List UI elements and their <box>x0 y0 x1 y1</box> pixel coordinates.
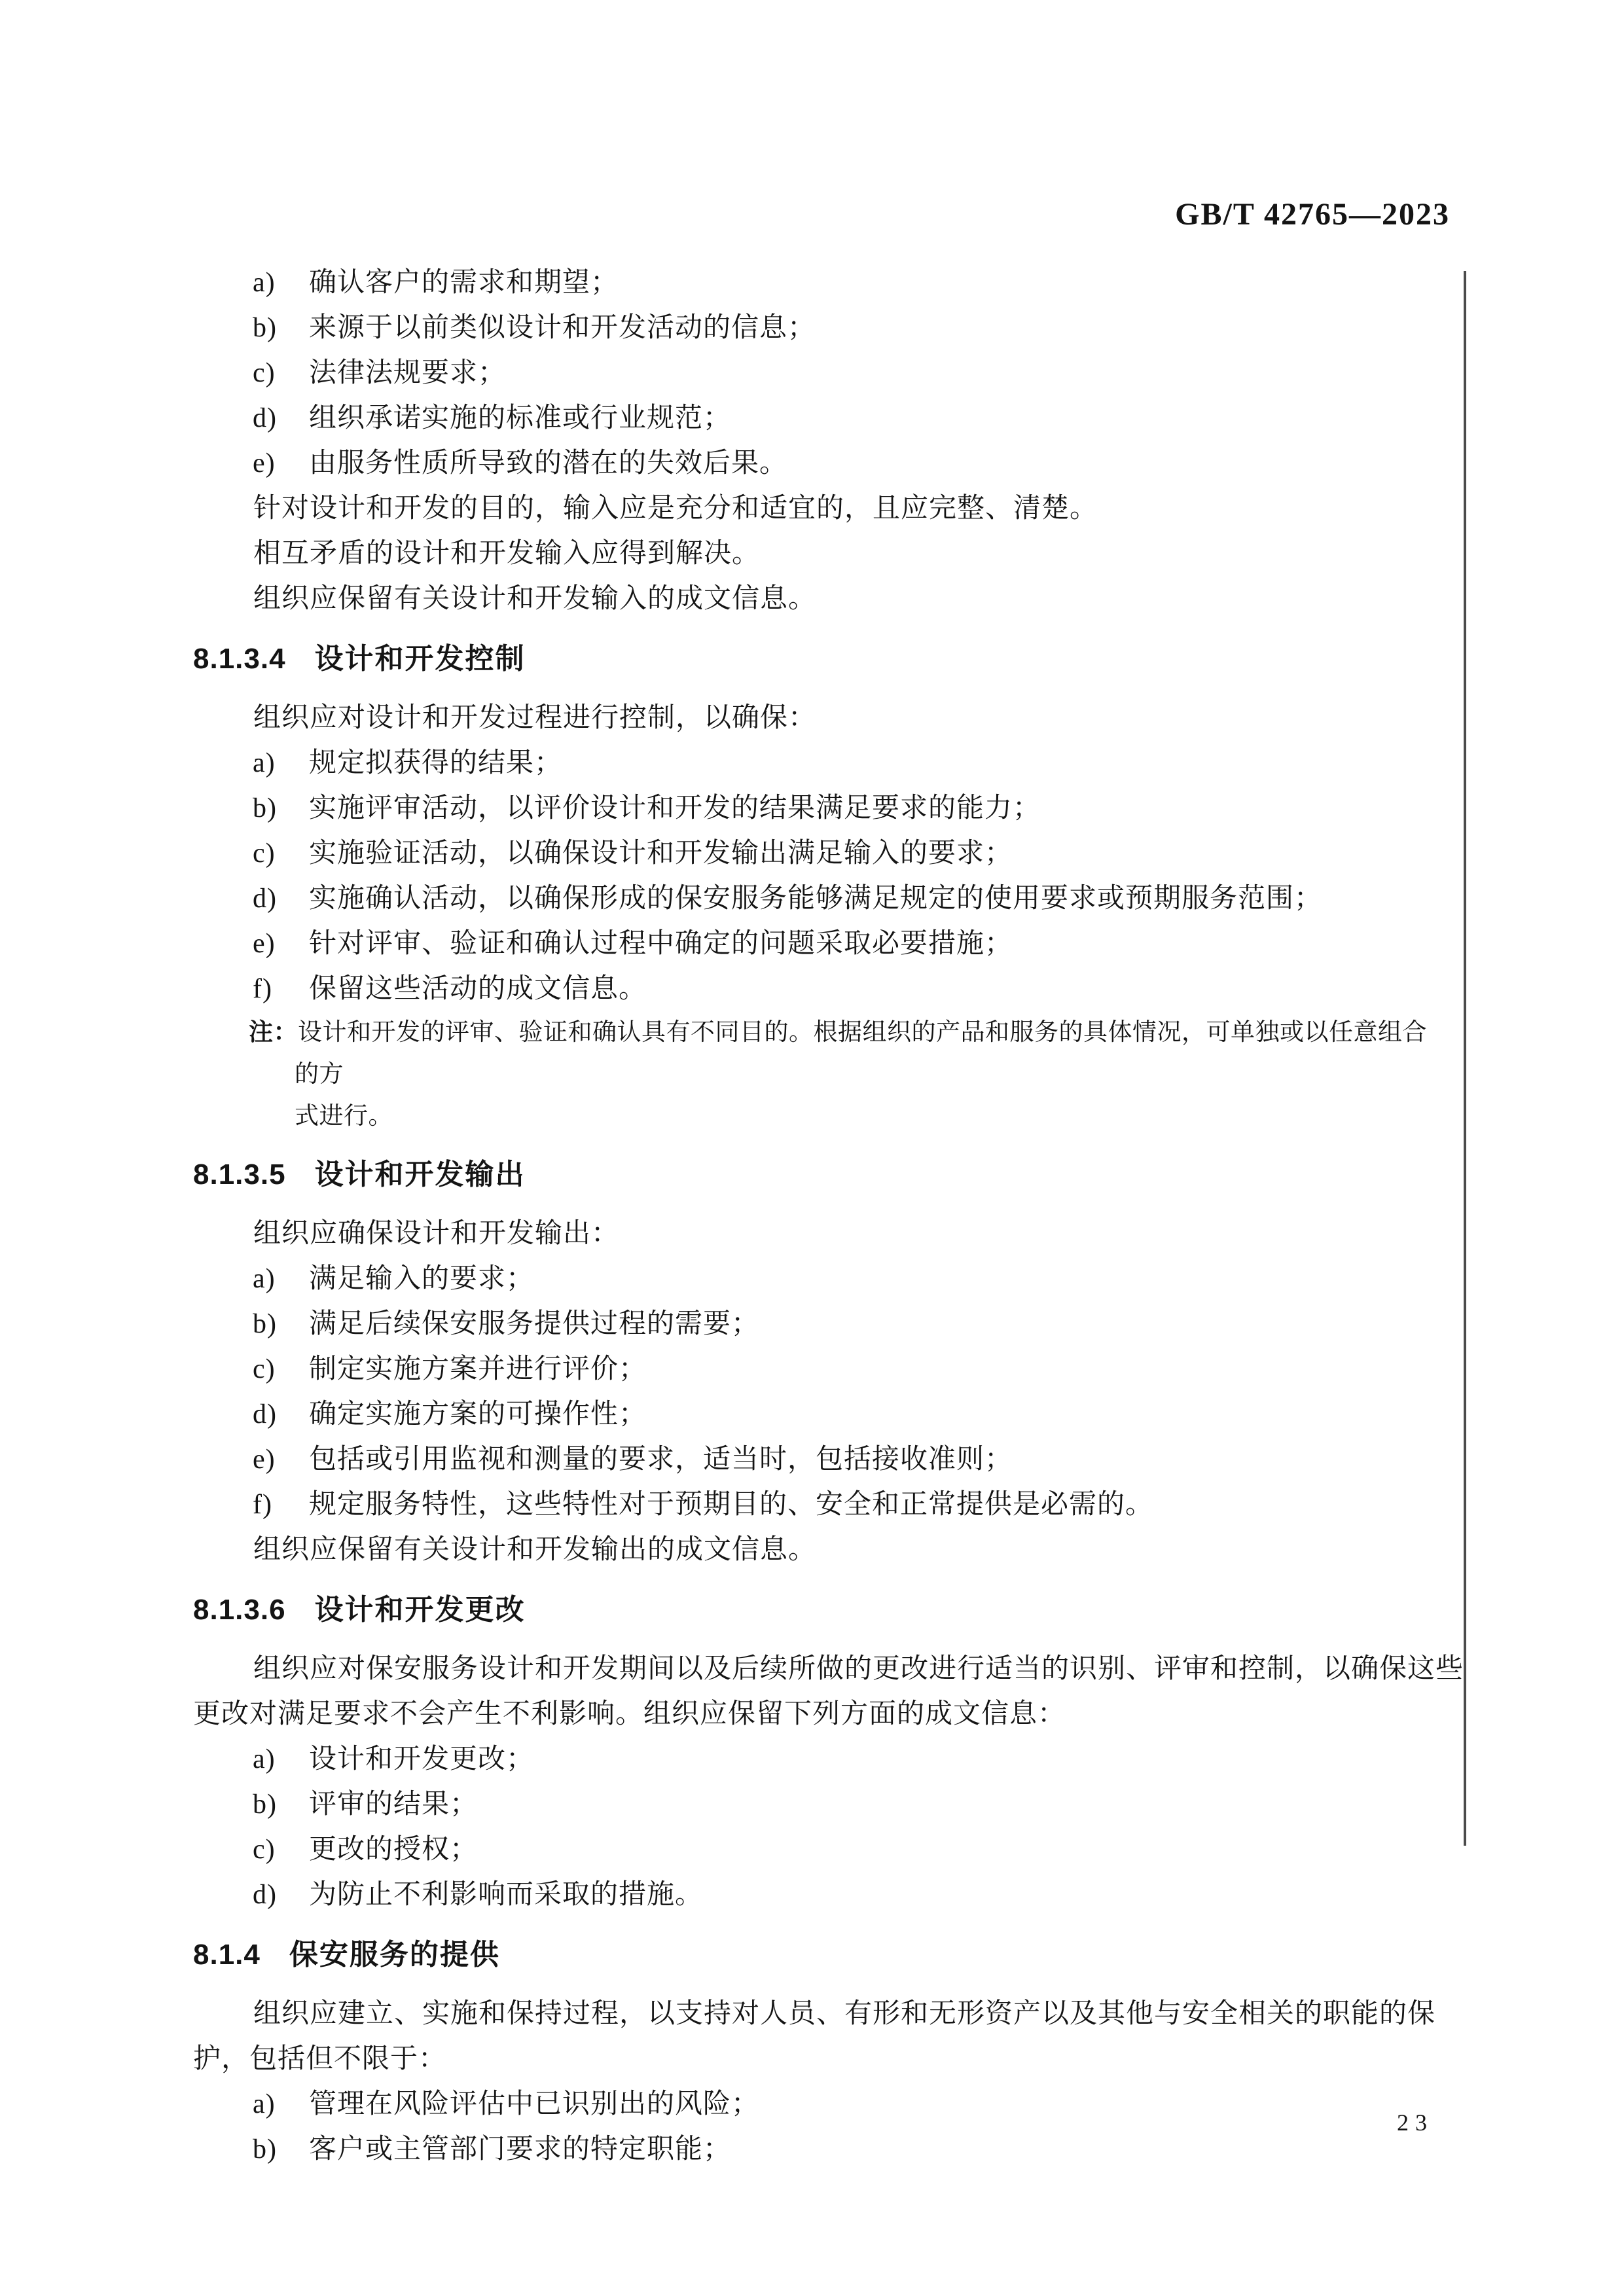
list-item-text: 确认客户的需求和期望； <box>309 268 619 298</box>
list-item-label: a) <box>253 748 276 778</box>
list-item-label: a) <box>253 268 276 298</box>
list-item-text: 包括或引用监视和测量的要求，适当时，包括接收准则； <box>309 1444 1013 1475</box>
list-item <box>193 1437 1450 1482</box>
list-item-label: a) <box>253 1744 276 1774</box>
list-item <box>193 441 1450 486</box>
list-item-label: c) <box>253 838 276 869</box>
list-item-text: 设计和开发更改； <box>309 1744 535 1774</box>
section-title: 保安服务的提供 <box>289 1939 500 1971</box>
list-item-label: b) <box>253 313 277 343</box>
list-item <box>193 1737 1450 1782</box>
list-item-label: d) <box>253 403 277 433</box>
paragraph: 相互矛盾的设计和开发输入应得到解决。 <box>253 539 761 569</box>
doc-number-header: GB/T 42765—2023 <box>1175 197 1450 232</box>
list-item-text: 实施验证活动，以确保设计和开发输出满足输入的要求； <box>309 838 1013 869</box>
list-item-text: 确定实施方案的可操作性； <box>309 1399 647 1429</box>
section-number: 8.1.3.6 <box>193 1594 286 1626</box>
list-item-label: b) <box>253 1789 277 1820</box>
list-item <box>193 1782 1450 1827</box>
paragraph: 组织应确保设计和开发输出： <box>253 1219 620 1249</box>
list-item-text: 制定实施方案并进行评价； <box>309 1354 647 1384</box>
list-item-text: 评审的结果； <box>309 1789 478 1820</box>
list-item <box>193 1827 1450 1873</box>
list-item-label: d) <box>253 1880 277 1910</box>
list-item-label: f) <box>253 1490 272 1520</box>
list-item-label: a) <box>253 2089 276 2119</box>
list-item <box>193 831 1450 876</box>
list-item-text: 客户或主管部门要求的特定职能； <box>309 2134 732 2164</box>
note-text-line1: 设计和开发的评审、验证和确认具有不同目的。根据组织的产品和服务的具体情况，可单独或以任意组合的方 <box>295 1019 1427 1088</box>
list-item-text: 实施确认活动，以确保形成的保安服务能够满足规定的使用要求或预期服务范围； <box>309 884 1323 914</box>
list-item <box>193 1392 1450 1437</box>
list-item-label: b) <box>253 1309 277 1339</box>
page-content <box>193 260 1464 2172</box>
section-number: 8.1.4 <box>193 1939 261 1971</box>
list-item-text: 满足输入的要求； <box>309 1264 535 1294</box>
list-item-text: 法律法规要求； <box>309 358 507 388</box>
section-title: 设计和开发更改 <box>314 1594 526 1626</box>
list-item-label: d) <box>253 1399 277 1429</box>
list-item-label: e) <box>253 929 276 959</box>
paragraph: 组织应对设计和开发过程进行控制，以确保： <box>253 703 817 733</box>
list-item-label: e) <box>253 1444 276 1475</box>
list-item-text: 更改的授权； <box>309 1835 478 1865</box>
list-item-text: 组织承诺实施的标准或行业规范； <box>309 403 732 433</box>
list-item <box>193 1482 1450 1528</box>
list-item <box>193 922 1450 967</box>
list-item-label: c) <box>253 358 276 388</box>
list-item-label: e) <box>253 448 276 478</box>
paragraph: 组织应保留有关设计和开发输出的成文信息。 <box>253 1535 817 1565</box>
paragraph-line: 护，包括但不限于： <box>193 2044 447 2074</box>
note-text-line2: 式进行。 <box>295 1103 393 1130</box>
list-item <box>193 306 1450 351</box>
list-item <box>193 967 1450 1012</box>
list-item <box>193 260 1450 306</box>
list-item <box>193 396 1450 441</box>
section-heading-8-1-3-4 <box>193 636 1450 681</box>
list-item-text: 由服务性质所导致的潜在的失效后果。 <box>309 448 788 478</box>
page-number: 23 <box>1397 2109 1434 2136</box>
list-item-text: 保留这些活动的成文信息。 <box>309 974 647 1004</box>
list-item-text: 满足后续保安服务提供过程的需要； <box>309 1309 760 1339</box>
list-item-label: c) <box>253 1835 276 1865</box>
list-item <box>193 2127 1450 2172</box>
list-item <box>193 741 1450 786</box>
list-item <box>193 2082 1450 2127</box>
list-item-label: f) <box>253 974 272 1004</box>
section-heading-8-1-3-5 <box>193 1152 1450 1197</box>
list-item-text: 来源于以前类似设计和开发活动的信息； <box>309 313 816 343</box>
list-item-label: b) <box>253 793 277 823</box>
revision-bar <box>1464 271 1466 1846</box>
section-heading-8-1-3-6 <box>193 1587 1450 1632</box>
list-item <box>193 1347 1450 1392</box>
list-item <box>193 351 1450 396</box>
list-item-text: 针对评审、验证和确认过程中确定的问题采取必要措施； <box>309 929 1013 959</box>
section-number: 8.1.3.5 <box>193 1158 286 1191</box>
section-title: 设计和开发控制 <box>314 643 526 675</box>
section-number: 8.1.3.4 <box>193 643 286 675</box>
list-item-label: b) <box>253 2134 277 2164</box>
section-heading-8-1-4 <box>193 1932 1450 1977</box>
paragraph-line: 组织应建立、实施和保持过程，以支持对人员、有形和无形资产以及其他与安全相关的职能的保 <box>253 1999 1436 2029</box>
list-item <box>193 1302 1450 1347</box>
list-item-label: c) <box>253 1354 276 1384</box>
section-title: 设计和开发输出 <box>314 1158 526 1191</box>
note <box>249 1012 1450 1138</box>
list-item-text: 规定服务特性，这些特性对于预期目的、安全和正常提供是必需的。 <box>309 1490 1154 1520</box>
list-item <box>193 786 1450 831</box>
list-item-label: d) <box>253 884 277 914</box>
list-item-label: a) <box>253 1264 276 1294</box>
note-label: 注： <box>249 1019 298 1046</box>
list-item-text: 为防止不利影响而采取的措施。 <box>309 1880 704 1910</box>
list-item <box>193 876 1450 922</box>
list-item <box>193 1873 1450 1918</box>
paragraph-line: 组织应对保安服务设计和开发期间以及后续所做的更改进行适当的识别、评审和控制，以确保这些 <box>253 1654 1464 1684</box>
paragraph: 针对设计和开发的目的，输入应是充分和适宜的，且应完整、清楚。 <box>253 493 1098 524</box>
list-item-text: 规定拟获得的结果； <box>309 748 563 778</box>
list-item-text: 实施评审活动，以评价设计和开发的结果满足要求的能力； <box>309 793 1041 823</box>
paragraph: 组织应保留有关设计和开发输入的成文信息。 <box>253 584 817 614</box>
paragraph-line: 更改对满足要求不会产生不利影响。组织应保留下列方面的成文信息： <box>193 1699 1066 1729</box>
list-item <box>193 1257 1450 1302</box>
list-item-text: 管理在风险评估中已识别出的风险； <box>309 2089 760 2119</box>
